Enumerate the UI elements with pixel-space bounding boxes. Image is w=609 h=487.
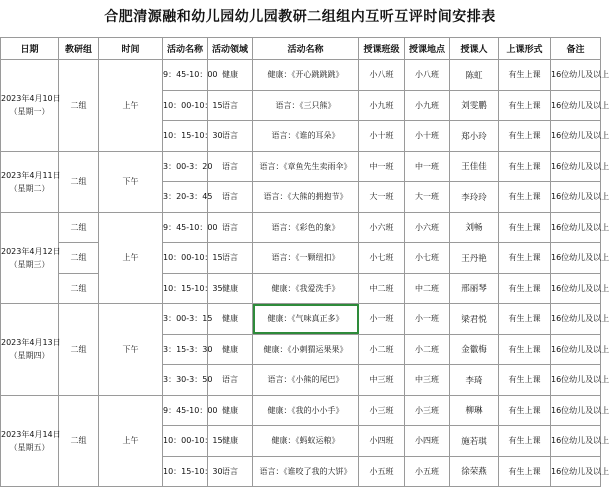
table-row bbox=[1, 243, 601, 274]
group-cell[interactable]: 二组 bbox=[59, 395, 99, 487]
table-row bbox=[1, 395, 601, 426]
header-teacher: 授课人 bbox=[450, 38, 499, 60]
teacher-cell[interactable]: 刘雯鹏 bbox=[450, 90, 499, 121]
teacher-cell[interactable]: 李琦 bbox=[450, 365, 499, 396]
place-cell[interactable]: 小七班 bbox=[405, 243, 450, 274]
place-cell[interactable]: 小一班 bbox=[405, 304, 450, 335]
date-cell[interactable]: 2023年4月11日 （星期二） bbox=[1, 151, 59, 212]
format-cell[interactable]: 有生上课 bbox=[499, 121, 551, 152]
domain-cell[interactable]: 语言 bbox=[208, 90, 253, 121]
teacher-cell[interactable]: 王佳佳 bbox=[450, 151, 499, 182]
class-cell[interactable]: 小三班 bbox=[359, 395, 405, 426]
time-cell[interactable]: 10：15-10：30 bbox=[163, 121, 208, 152]
class-cell[interactable]: 小八班 bbox=[359, 60, 405, 91]
period-cell[interactable]: 下午 bbox=[99, 304, 163, 396]
header-group: 教研组 bbox=[59, 38, 99, 60]
class-cell[interactable]: 中三班 bbox=[359, 365, 405, 396]
domain-cell[interactable]: 语言 bbox=[208, 121, 253, 152]
date-cell[interactable]: 2023年4月14日 （星期五） bbox=[1, 395, 59, 487]
time-cell[interactable]: 10：00-10：15 bbox=[163, 243, 208, 274]
time-cell[interactable]: 10：00-10：15 bbox=[163, 426, 208, 457]
activity-cell[interactable]: 语言：《一颗纽扣》 bbox=[253, 243, 359, 274]
note-cell[interactable]: 16位幼儿及以上 bbox=[551, 365, 601, 396]
note-cell[interactable]: 16位幼儿及以上 bbox=[551, 90, 601, 121]
class-cell[interactable]: 小一班 bbox=[359, 304, 405, 335]
period-cell[interactable]: 上午 bbox=[99, 395, 163, 487]
time-cell[interactable]: 3：00-3：20 bbox=[163, 151, 208, 182]
period-cell[interactable]: 上午 bbox=[99, 212, 163, 304]
header-time: 时间 bbox=[99, 38, 163, 60]
activity-cell[interactable]: 健康：《蚂蚁运粮》 bbox=[253, 426, 359, 457]
place-cell[interactable]: 小十班 bbox=[405, 121, 450, 152]
format-cell[interactable]: 有生上课 bbox=[499, 456, 551, 487]
note-cell[interactable]: 16位幼儿及以上 bbox=[551, 426, 601, 457]
domain-cell[interactable]: 语言 bbox=[208, 212, 253, 243]
activity-cell[interactable]: 健康：《小刺猬运果果》 bbox=[253, 334, 359, 365]
class-cell[interactable]: 小七班 bbox=[359, 243, 405, 274]
schedule-table bbox=[0, 37, 609, 487]
date-cell[interactable]: 2023年4月10日 （星期一） bbox=[1, 60, 59, 152]
domain-cell[interactable]: 健康 bbox=[208, 304, 253, 335]
group-cell[interactable]: 二组 bbox=[59, 304, 99, 396]
note-cell[interactable]: 16位幼儿及以上 bbox=[551, 121, 601, 152]
domain-cell[interactable]: 语言 bbox=[208, 151, 253, 182]
teacher-cell[interactable]: 金徽梅 bbox=[450, 334, 499, 365]
class-cell[interactable]: 小二班 bbox=[359, 334, 405, 365]
table-row bbox=[1, 304, 601, 335]
time-cell[interactable]: 3：20-3：45 bbox=[163, 182, 208, 213]
activity-cell[interactable]: 健康：《开心跳跳跳》 bbox=[253, 60, 359, 91]
header-place: 授课地点 bbox=[405, 38, 450, 60]
place-cell[interactable]: 中三班 bbox=[405, 365, 450, 396]
time-cell[interactable]: 3：30-3：50 bbox=[163, 365, 208, 396]
activity-cell-selected[interactable]: 健康：《气味真正多》 bbox=[253, 304, 359, 335]
activity-cell[interactable]: 语言：《谁咬了我的大饼》 bbox=[253, 456, 359, 487]
table-row bbox=[1, 212, 601, 243]
domain-cell[interactable]: 健康 bbox=[208, 395, 253, 426]
time-cell[interactable]: 10：00-10：15 bbox=[163, 90, 208, 121]
time-cell[interactable]: 10：15-10：30 bbox=[163, 456, 208, 487]
activity-cell[interactable]: 语言：《章鱼先生卖雨伞》 bbox=[253, 151, 359, 182]
activity-cell[interactable]: 健康：《我爱洗手》 bbox=[253, 273, 359, 304]
note-cell[interactable]: 16位幼儿及以上 bbox=[551, 243, 601, 274]
teacher-cell[interactable]: 王丹艳 bbox=[450, 243, 499, 274]
teacher-cell[interactable]: 刘畅 bbox=[450, 212, 499, 243]
time-cell[interactable]: 9：45-10：00 bbox=[163, 395, 208, 426]
format-cell[interactable]: 有生上课 bbox=[499, 90, 551, 121]
domain-cell[interactable]: 健康 bbox=[208, 273, 253, 304]
note-cell[interactable]: 16位幼儿及以上 bbox=[551, 182, 601, 213]
class-cell[interactable]: 小四班 bbox=[359, 426, 405, 457]
teacher-cell[interactable]: 邢丽琴 bbox=[450, 273, 499, 304]
sheet-title: 合肥清源融和幼儿园幼儿园教研二组组内互听互评时间安排表 bbox=[104, 9, 496, 25]
place-cell[interactable]: 大一班 bbox=[405, 182, 450, 213]
domain-cell[interactable]: 健康 bbox=[208, 426, 253, 457]
place-cell[interactable]: 小八班 bbox=[405, 60, 450, 91]
note-cell[interactable]: 16位幼儿及以上 bbox=[551, 151, 601, 182]
teacher-cell[interactable]: 施若琪 bbox=[450, 426, 499, 457]
format-cell[interactable]: 有生上课 bbox=[499, 273, 551, 304]
header-class: 授课班级 bbox=[359, 38, 405, 60]
note-cell[interactable]: 16位幼儿及以上 bbox=[551, 304, 601, 335]
domain-cell[interactable]: 语言 bbox=[208, 182, 253, 213]
class-cell[interactable]: 小六班 bbox=[359, 212, 405, 243]
class-cell[interactable]: 大一班 bbox=[359, 182, 405, 213]
note-cell[interactable]: 16位幼儿及以上 bbox=[551, 60, 601, 91]
class-cell[interactable]: 小五班 bbox=[359, 456, 405, 487]
activity-cell[interactable]: 语言：《谁的耳朵》 bbox=[253, 121, 359, 152]
note-cell[interactable]: 16位幼儿及以上 bbox=[551, 212, 601, 243]
teacher-cell[interactable]: 徐荣燕 bbox=[450, 456, 499, 487]
teacher-cell[interactable]: 柳琳 bbox=[450, 395, 499, 426]
time-cell[interactable]: 3：15-3：30 bbox=[163, 334, 208, 365]
domain-cell[interactable]: 语言 bbox=[208, 365, 253, 396]
time-cell[interactable]: 9：45-10：00 bbox=[163, 60, 208, 91]
header-activity-name-2: 活动名称 bbox=[253, 38, 359, 60]
date-cell[interactable]: 2023年4月13日 （星期四） bbox=[1, 304, 59, 396]
activity-cell[interactable]: 健康：《我的小小手》 bbox=[253, 395, 359, 426]
teacher-cell[interactable]: 郑小玲 bbox=[450, 121, 499, 152]
group-cell[interactable]: 二组 bbox=[59, 273, 99, 304]
domain-cell[interactable]: 健康 bbox=[208, 334, 253, 365]
format-cell[interactable]: 有生上课 bbox=[499, 426, 551, 457]
note-cell[interactable]: 16位幼儿及以上 bbox=[551, 334, 601, 365]
note-cell[interactable]: 16位幼儿及以上 bbox=[551, 456, 601, 487]
table-row bbox=[1, 273, 601, 304]
format-cell[interactable]: 有生上课 bbox=[499, 243, 551, 274]
period-cell[interactable]: 上午 bbox=[99, 60, 163, 152]
date-cell[interactable]: 2023年4月12日 （星期三） bbox=[1, 212, 59, 304]
class-cell[interactable]: 中二班 bbox=[359, 273, 405, 304]
place-cell[interactable]: 小三班 bbox=[405, 395, 450, 426]
note-cell[interactable]: 16位幼儿及以上 bbox=[551, 273, 601, 304]
place-cell[interactable]: 小九班 bbox=[405, 90, 450, 121]
domain-cell[interactable]: 语言 bbox=[208, 243, 253, 274]
place-cell[interactable]: 中一班 bbox=[405, 151, 450, 182]
group-cell[interactable]: 二组 bbox=[59, 60, 99, 152]
group-cell[interactable]: 二组 bbox=[59, 212, 99, 243]
place-cell[interactable]: 小六班 bbox=[405, 212, 450, 243]
teacher-cell[interactable]: 梁君悦 bbox=[450, 304, 499, 335]
activity-cell[interactable]: 语言：《三只熊》 bbox=[253, 90, 359, 121]
format-cell[interactable]: 有生上课 bbox=[499, 212, 551, 243]
header-row bbox=[1, 38, 601, 60]
header-note: 备注 bbox=[551, 38, 601, 60]
teacher-cell[interactable]: 李玲玲 bbox=[450, 182, 499, 213]
class-cell[interactable]: 中一班 bbox=[359, 151, 405, 182]
format-cell[interactable]: 有生上课 bbox=[499, 304, 551, 335]
domain-cell[interactable]: 语言 bbox=[208, 456, 253, 487]
format-cell[interactable]: 有生上课 bbox=[499, 334, 551, 365]
format-cell[interactable]: 有生上课 bbox=[499, 182, 551, 213]
table-row bbox=[1, 60, 601, 91]
place-cell[interactable]: 小二班 bbox=[405, 334, 450, 365]
format-cell[interactable]: 有生上课 bbox=[499, 395, 551, 426]
place-cell[interactable]: 小四班 bbox=[405, 426, 450, 457]
place-cell[interactable]: 小五班 bbox=[405, 456, 450, 487]
format-cell[interactable]: 有生上课 bbox=[499, 60, 551, 91]
header-domain: 活动领域 bbox=[208, 38, 253, 60]
time-cell[interactable]: 10：15-10：35 bbox=[163, 273, 208, 304]
time-cell[interactable]: 3：00-3：15 bbox=[163, 304, 208, 335]
group-cell[interactable]: 二组 bbox=[59, 243, 99, 274]
format-cell[interactable]: 有生上课 bbox=[499, 365, 551, 396]
format-cell[interactable]: 有生上课 bbox=[499, 151, 551, 182]
table-row bbox=[1, 151, 601, 182]
header-activity-name: 活动名称 bbox=[163, 38, 208, 60]
period-cell[interactable]: 下午 bbox=[99, 151, 163, 212]
activity-cell[interactable]: 语言：《彩色的象》 bbox=[253, 212, 359, 243]
place-cell[interactable]: 中二班 bbox=[405, 273, 450, 304]
header-format: 上课形式 bbox=[499, 38, 551, 60]
group-cell[interactable]: 二组 bbox=[59, 151, 99, 212]
activity-cell[interactable]: 语言：《大熊的拥抱节》 bbox=[253, 182, 359, 213]
class-cell[interactable]: 小九班 bbox=[359, 90, 405, 121]
domain-cell[interactable]: 健康 bbox=[208, 60, 253, 91]
note-cell[interactable]: 16位幼儿及以上 bbox=[551, 395, 601, 426]
activity-cell[interactable]: 语言：《小熊的尾巴》 bbox=[253, 365, 359, 396]
header-date: 日期 bbox=[1, 38, 59, 60]
time-cell[interactable]: 9：45-10：00 bbox=[163, 212, 208, 243]
class-cell[interactable]: 小十班 bbox=[359, 121, 405, 152]
teacher-cell[interactable]: 陈虹 bbox=[450, 60, 499, 91]
